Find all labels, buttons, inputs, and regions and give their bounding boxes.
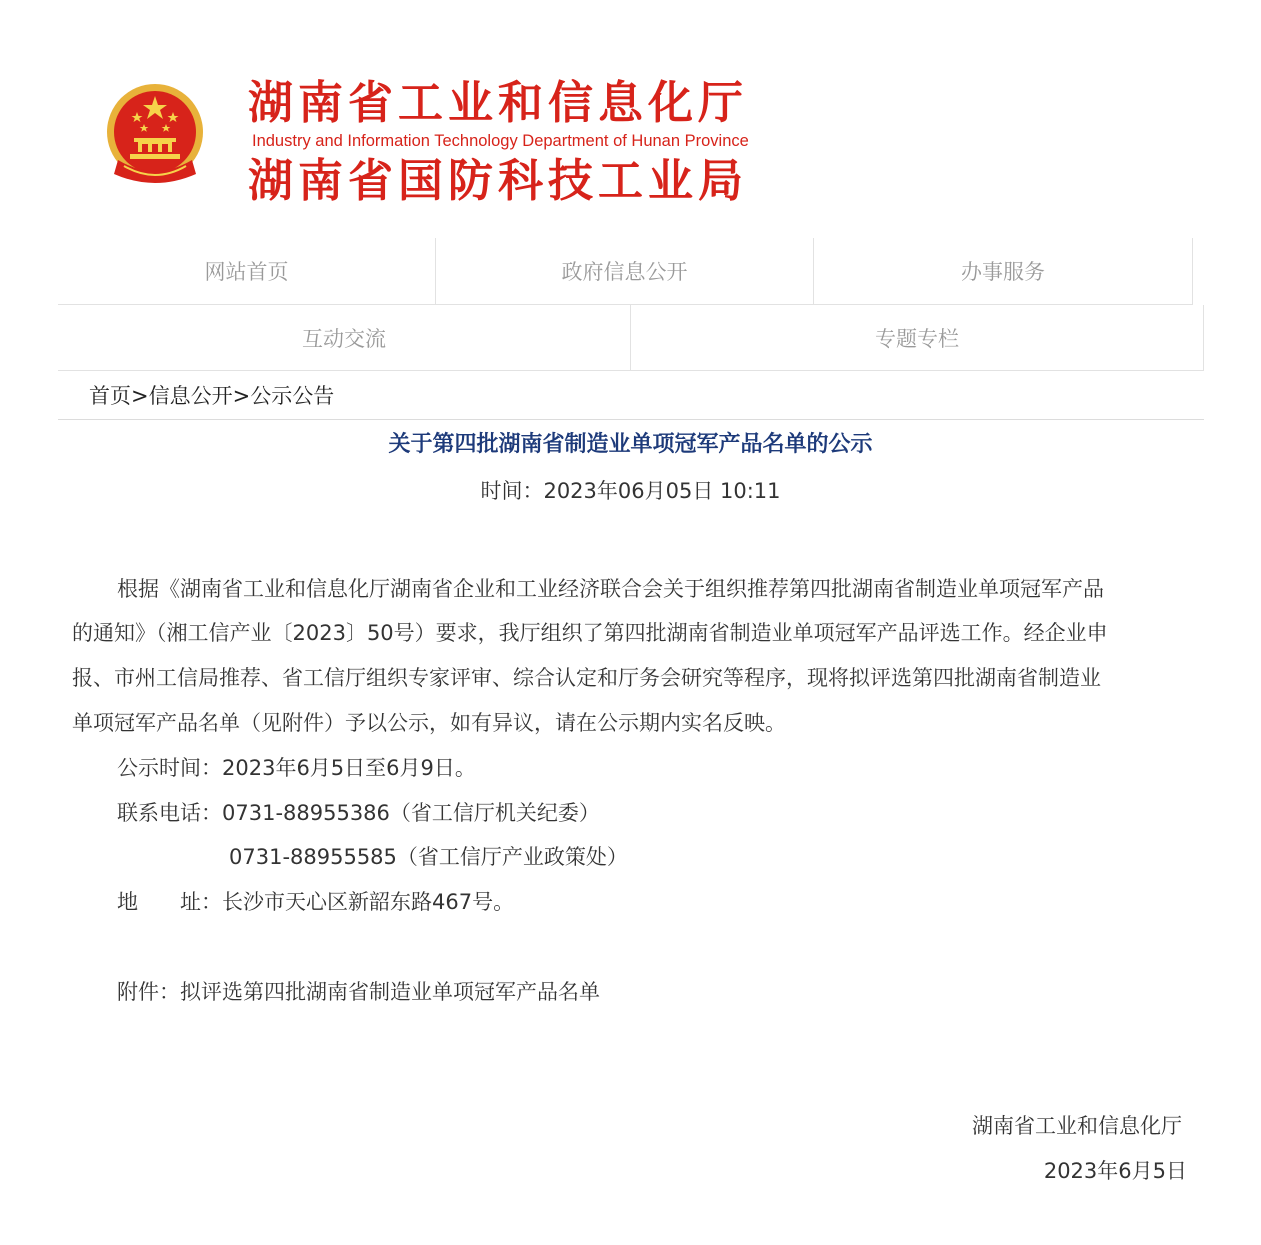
nav-item-topics[interactable]: 专题专栏 — [875, 327, 959, 351]
breadcrumb-notices[interactable]: 公示公告 — [250, 384, 335, 408]
nav-item-gov-info[interactable]: 政府信息公开 — [561, 260, 688, 284]
article-time: 时间：2023年06月05日 10:11 — [480, 479, 781, 503]
nav-divider — [58, 370, 1204, 371]
contact-phone-1: 联系电话：0731-88955386（省工信厅机关纪委） — [117, 801, 600, 825]
site-header — [0, 0, 1261, 236]
site-subtitle-cn: 湖南省国防科技工业局 — [248, 154, 749, 207]
nav-divider — [58, 304, 1193, 305]
article-paragraph-line: 报、市州工信局推荐、省工信厅组织专家评审、综合认定和厅务会研究等程序，现将拟评选第四批湖南省制造业 — [72, 666, 1101, 690]
breadcrumb-info[interactable]: 信息公开 — [148, 384, 233, 408]
breadcrumb-divider — [58, 419, 1204, 420]
signature-date: 2023年6月5日 — [1043, 1159, 1187, 1183]
article-paragraph-line: 单项冠军产品名单（见附件）予以公示，如有异议，请在公示期内实名反映。 — [72, 711, 786, 735]
breadcrumb — [89, 380, 334, 412]
breadcrumb-separator: > — [131, 384, 149, 408]
nav-divider — [1192, 238, 1193, 304]
address-line — [117, 886, 514, 918]
national-emblem-icon — [104, 82, 206, 188]
nav-divider — [1203, 305, 1204, 371]
article-paragraph-line: 根据《湖南省工业和信息化厅湖南省企业和工业经济联合会关于组织推荐第四批湖南省制造业单项冠军产品 — [117, 577, 1104, 601]
nav-divider — [813, 238, 814, 304]
nav-item-services[interactable]: 办事服务 — [961, 260, 1045, 284]
contact-phone-2: 0731-88955585（省工信厅产业政策处） — [229, 845, 628, 869]
article-title: 关于第四批湖南省制造业单项冠军产品名单的公示 — [388, 432, 873, 457]
nav-item-home[interactable]: 网站首页 — [204, 260, 289, 284]
attachment-link[interactable]: 附件：拟评选第四批湖南省制造业单项冠军产品名单 — [117, 980, 600, 1004]
nav-item-interaction[interactable]: 互动交流 — [302, 327, 386, 351]
signature-org: 湖南省工业和信息化厅 — [972, 1114, 1182, 1138]
breadcrumb-separator: > — [232, 384, 251, 408]
breadcrumb-home[interactable]: 首页 — [89, 384, 131, 408]
address-label: 地 址： — [117, 890, 222, 914]
article-paragraph-line: 的通知》（湘工信产业〔2023〕50号）要求，我厅组织了第四批湖南省制造业单项冠军产品评选工作。经企业申 — [72, 621, 1108, 645]
nav-divider — [435, 238, 436, 304]
nav-divider — [630, 305, 631, 371]
address-value: 长沙市天心区新韶东路467号。 — [222, 890, 515, 914]
site-title-en: Industry and Information Technology Department of Hunan Province — [252, 132, 749, 150]
publicity-period: 公示时间：2023年6月5日至6月9日。 — [117, 756, 476, 780]
site-title-cn: 湖南省工业和信息化厅 — [248, 76, 749, 129]
